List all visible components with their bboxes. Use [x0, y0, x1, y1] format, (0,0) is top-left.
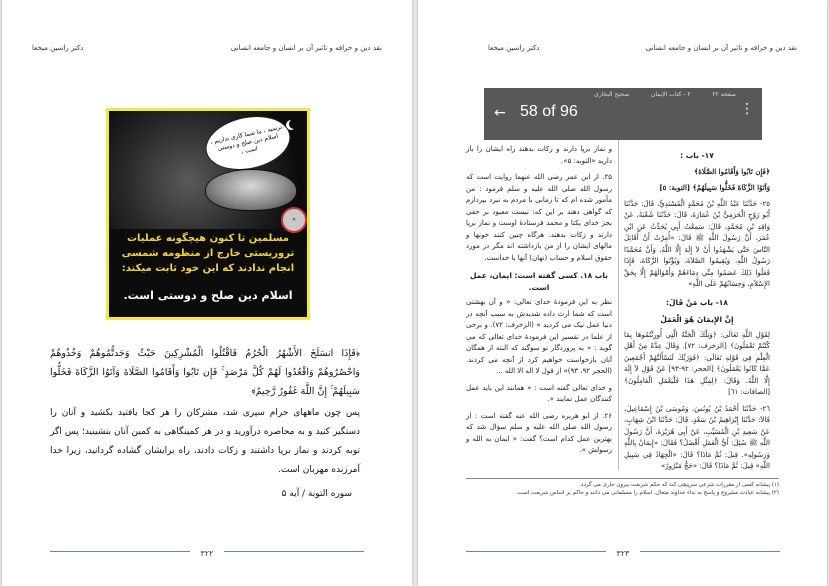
scan-page-label: صفحه ۲۲ — [712, 91, 736, 98]
text-block: ﴿فَإِن تَابُوا وَأَقَامُوا الصَّلَاةَ﴾ — [694, 166, 770, 176]
section-heading: ۱۷- باب : — [680, 151, 714, 160]
footnote: (۱) پيشانه کسی از مقررات شرعی سرپيچی کند که حکم شريعت بيرون جاری می گردد. — [579, 482, 779, 488]
text-block: وَآتَوُا الزَّكَاةَ فَخَلُّوا سَبِيلَهُمْ﴾ [التوبة: ٥] — [659, 183, 770, 192]
poster-caption: مسلمين تا کنون هيچگونه عمليات تروريستی خارج از منظومه شمسی انجام ندادند که اين خود ثابت ميکند: — [121, 233, 295, 274]
footnote-rule — [466, 478, 779, 479]
text-block: ٢٦- حَدَّثَنَا أَحْمَدُ بْنُ يُونُسَ، وَمُوسَى بْنُ إِسْمَاعِيلَ، قَالاَ: حَدَّثَنَا إِبْرَاهِيمُ بْنُ سَعْدٍ، قَالَ: حَدَّثَنَا ابْنُ شِهَابٍ، عَنْ سَعِيدِ بْنِ الْمُسَيِّبِ، عَنْ أَبِي هُرَيْرَةَ، أَنَّ رَسُولَ اللَّهِ ﷺ سُئِلَ: أَيُّ الْعَمَلِ أَفْضَلُ؟ فَقَالَ: «إِيمَانٌ بِاللَّهِ وَرَسُولِهِ». قِيلَ: ثُمَّ مَاذَا؟ قَالَ: «الْجِهَادُ فِي سَبِيلِ اللَّهِ» قِيلَ: ثُمَّ مَاذَا؟ قَالَ: «حَجٌّ مَبْرُورٌ» — [624, 404, 770, 470]
verse-translation: پس چون ماههای حرام سپری شد، مشرکان را هر کجا يافتيد بکشيد و آنان را دستگير کنيد و به محاصره درآوريد و در هر کمينگاهی به کمين آنان بنشينيد؛ پس اگر توبه کردند و نماز برپا داشتند و زکات دادند، راه برايشان گشاده گردانيد، زيرا خدا آمرزنده مهربان است. — [50, 408, 360, 475]
book-page-right — [418, 0, 827, 586]
book-title: نقد دين و خرافه و تاثير آن بر انسان و جامعه انسانی — [230, 44, 382, 52]
viewer-toolbar — [484, 88, 762, 140]
author-name: دکتر راسين ميخعا — [32, 44, 84, 52]
scan-page-header — [594, 91, 736, 98]
footer-rule — [224, 551, 364, 552]
page-number: ۳۲۳ — [616, 549, 630, 558]
speech-bubble: ترسيد ، ما شما کاری نداريم ، اسلام دين صلح و دوستی است ، — [201, 111, 296, 177]
footnotes — [466, 481, 779, 497]
text-block: و نماز برپا دارند و زکات بدهند راه ايشان را باز داريد «التوبه: ۵». — [466, 145, 612, 165]
text-block: ۲۵. از ابن عمر رضی الله عنهما روايت است که رسول الله صلی الله عليه و سلم فرمود : من مأمور شده ام که تا زمانی با مردم به نبرد بپردازم که گواهی دهند بر اين که: نيست معبود بر حقی بجز خدای يکتا و محمد فرستادۀ اوست و نماز برپا دارند و زکات بدهند. هرگاه چنين کنند خونها و مالهای ايشان را از من بازداشته اند مگر در مورد حقوق اسلام و حساب (نهان) آنها با خداست. — [466, 173, 612, 262]
running-header — [32, 44, 382, 54]
column-divider — [618, 140, 619, 470]
book-title: نقد دين و خرافه و تاثير آن بر انسان و جامعه انسانی — [645, 44, 797, 52]
quran-verse: ﴿فَإِذَا انسَلَخَ الأَشْهُرُ الْحُرُمُ فَاقْتُلُوا الْمُشْرِكِينَ حَيْثُ وَجَدتُّمُوهُمْ وَخُذُوهُمْ وَاحْصُرُوهُمْ وَاقْعُدُوا لَهُمْ كُلَّ مَرْصَدٍ ۚ فَإِن تَابُوا وَأَقَامُوا الصَّلَاةَ وَآتَوُا الزَّكَاةَ فَخَلُّوا سَبِيلَهُمْ ۚ إِنَّ اللَّهَ غَفُورٌ رَّحِيمٌ﴾ — [50, 348, 360, 397]
footer-rule — [50, 551, 190, 552]
page-counter: 58 of 96 — [520, 103, 578, 120]
section-heading: إِنَّ الإِيمَانَ هُوَ الْعَمَلُ — [660, 315, 734, 324]
text-block: و خدای تعالی گفته است : « همانند اين بايد عمل کنندگان عمل نمايند ». — [466, 383, 612, 403]
text-block: ۲۶. از ابو هريره رضی الله عنه گفته است : از رسول الله صلی الله عليه و سلم سؤال شد که بهترين عمل کدام است؟ گفت: « ايمان به الله و رسولش ». — [466, 411, 612, 454]
page-number: ۳۲۲ — [200, 549, 214, 558]
footnote: (۲) پيشانه عبادت مشروع و پاسخ به نداء خداوند متعال، اسلام را مسلمانی می دانند و حاکم بر اساس شريعت است. — [515, 490, 779, 496]
author-name: دکتر راسين ميخعا — [488, 44, 540, 52]
more-vertical-icon[interactable]: ⋮ — [740, 101, 754, 117]
ufo-illustration — [205, 169, 297, 211]
arrow-left-icon[interactable]: ← — [494, 105, 506, 121]
footer-rule — [466, 551, 606, 552]
scan-source-label: صحيح البخاری — [594, 91, 630, 98]
text-block: لِقَوْلِ اللَّهِ تَعَالَى: ﴿وَتِلْكَ الْجَنَّةُ الَّتِي أُورِثْتُمُوهَا بِمَا كُنْتُمْ تَعْمَلُونَ﴾ [الزخرف: ٧٢]. وَقَالَ عِدَّةٌ مِنْ أَهْلِ الْعِلْمِ فِي قَوْلِهِ تَعَالَى: ﴿فَوَرَبِّكَ لَنَسْأَلَنَّهُمْ أَجْمَعِينَ عَمَّا كَانُوا يَعْمَلُونَ﴾ [الحجر: ٩٢-٩٣] عَنْ قَوْلِ لاَ إِلَهَ إِلَّا اللَّهُ. وَقَالَ: ﴿لِمِثْلِ هَذَا فَلْيَعْمَلِ الْعَامِلُونَ﴾ [الصافات: ٦١] — [624, 330, 770, 396]
section-heading: ١٨- باب مَنْ قَالَ: — [666, 297, 728, 307]
right-column — [624, 144, 770, 478]
book-page-left — [2, 0, 412, 586]
left-column — [466, 144, 612, 462]
surah-reference: سوره التوبة / آيه ۵ — [281, 489, 352, 499]
scan-chapter-label: ۲ - کتاب الايمان — [650, 91, 691, 98]
footer-rule — [640, 551, 780, 552]
poster-slogan: اسلام دين صلح و دوستی است. — [123, 289, 293, 302]
text-block: ٢٥- حَدَّثَنَا عَبْدُ اللَّهِ بْنُ مُحَمَّدٍ الْمُسْنَدِيُّ، قَالَ: حَدَّثَنَا أَبُو رَوْحٍ الْحَرَمِيُّ بْنُ عُمَارَةَ، قَالَ: حَدَّثَنَا شُعْبَةُ، عَنْ وَاقِدِ بْنِ مُحَمَّدٍ، قَالَ: سَمِعْتُ أَبِي يُحَدِّثُ عَنِ ابْنِ عُمَرَ، أَنَّ رَسُولَ اللَّهِ ﷺ قَالَ: «أُمِرْتُ أَنْ أُقَاتِلَ النَّاسَ حَتَّى يَشْهَدُوا أَنْ لاَ إِلَهَ إِلَّا اللَّهُ، وَأَنَّ مُحَمَّدًا رَسُولُ اللَّهِ، وَيُقِيمُوا الصَّلاَةَ، وَيُؤْتُوا الزَّكَاةَ، فَإِذَا فَعَلُوا ذَلِكَ عَصَمُوا مِنِّي دِمَاءَهُمْ وَأَمْوَالَهُمْ إِلَّا بِحَقِّ الإِسْلاَمِ، وَحِسَابُهُمْ عَلَى اللَّهِ» — [624, 199, 770, 288]
running-header — [448, 44, 797, 54]
text-block: نظر به اين فرمودۀ خدای تعالی: « و آن بهشتی است که شما ارث داده شديدش به سبب آنچه در دنيا عمل نيک می کرديد » (الزخرف: ۷۲). و برخی از علما در تفسير اين فرمودۀ خدای تعالی که می گويد : « به پروردگار تو سوگند که البته از همگان آنان بازخواست خواهيم کرد از آنچه می کردند. (الحجر ۹۲، ۹۳)» از قول لا اله الا الله ... — [466, 298, 612, 375]
stamp-icon: ✕ — [281, 207, 307, 233]
cartoon-poster — [106, 108, 310, 320]
moon-icon — [289, 119, 299, 129]
section-heading: باب ۱۸. کسی گفته است: ايمان، عمل است. — [469, 271, 608, 292]
